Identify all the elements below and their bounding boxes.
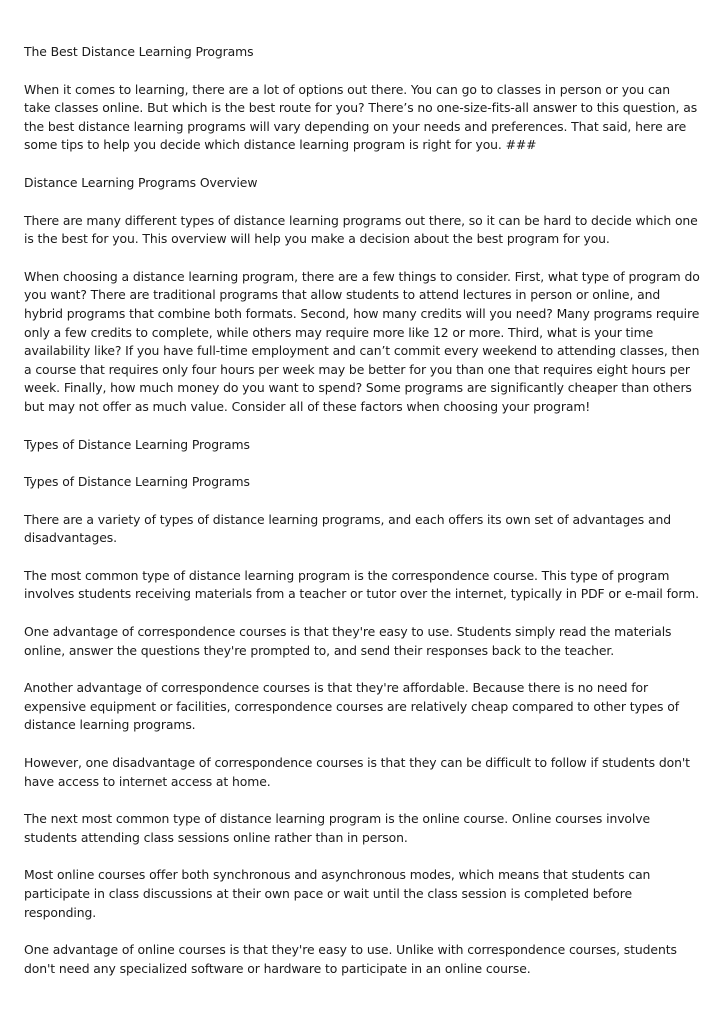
section-heading-types: Types of Distance Learning Programs	[24, 436, 250, 452]
document-title: The Best Distance Learning Programs	[24, 44, 254, 59]
section-heading-overview: Distance Learning Programs Overview	[24, 174, 258, 190]
paragraph: There are a variety of types of distance learning programs, and each offers its own set of advantages and disadvantages.	[24, 511, 671, 546]
paragraph: When choosing a distance learning program, there are a few things to consider. First, what type of program do you want? There are traditional programs that allow students to attend lectures in person or online, and hybrid programs that combine both formats. Second, how many credits will you need? Many programs require only a few credits to complete, while others may require more like 12 or more. Third, what is your time availability like? If you have full-time employment and can’t commit every weekend to attending classes, then a course that requires only four hours per week may be better for you than one that requires eight hours per week. Finally, how much money do you want to spend? Some programs are significantly cheaper than others but may not offer as much value. Consider all of these factors when choosing your program!	[24, 268, 700, 414]
paragraph: Most online courses offer both synchronous and asynchronous modes, which means that students can participate in class discussions at their own pace or wait until the class session is completed before responding.	[24, 867, 651, 920]
paragraph: The most common type of distance learning program is the correspondence course. This type of program involves students receiving materials from a teacher or tutor over the internet, typically in PDF or e-mail form.	[24, 567, 699, 602]
document-body	[24, 43, 700, 997]
section-heading-types-repeat: Types of Distance Learning Programs	[24, 474, 250, 490]
paragraph: However, one disadvantage of correspondence courses is that they can be difficult to follow if students don't have access to internet access at home.	[24, 755, 690, 789]
paragraph: Another advantage of correspondence courses is that they're affordable. Because there is no need for expensive equipment or facilities, correspondence courses are relatively cheap compared to other types of distance learning programs.	[24, 680, 679, 733]
paragraph: One advantage of online courses is that they're easy to use. Unlike with correspondence courses, students don't need any specialized software or hardware to participate in an online course.	[24, 942, 677, 976]
intro-paragraph: When it comes to learning, there are a lot of options out there. You can go to classes in person or you can take classes online. But which is the best route for you? There’s no one-size-fits-all answer to this question, as the best distance learning programs will vary depending on your needs and preferences. That said, here are some tips to help you decide which distance learning program is right for you. ###	[24, 81, 698, 153]
paragraph: There are many different types of distance learning programs out there, so it can be hard to decide which one is the best for you. This overview will help you make a decision about the best program for you.	[24, 212, 698, 247]
paragraph: One advantage of correspondence courses is that they're easy to use. Students simply read the materials online, answer the questions they're prompted to, and send their responses back to the teacher.	[24, 624, 672, 658]
paragraph: The next most common type of distance learning program is the online course. Online courses involve students attending class sessions online rather than in person.	[24, 811, 651, 845]
